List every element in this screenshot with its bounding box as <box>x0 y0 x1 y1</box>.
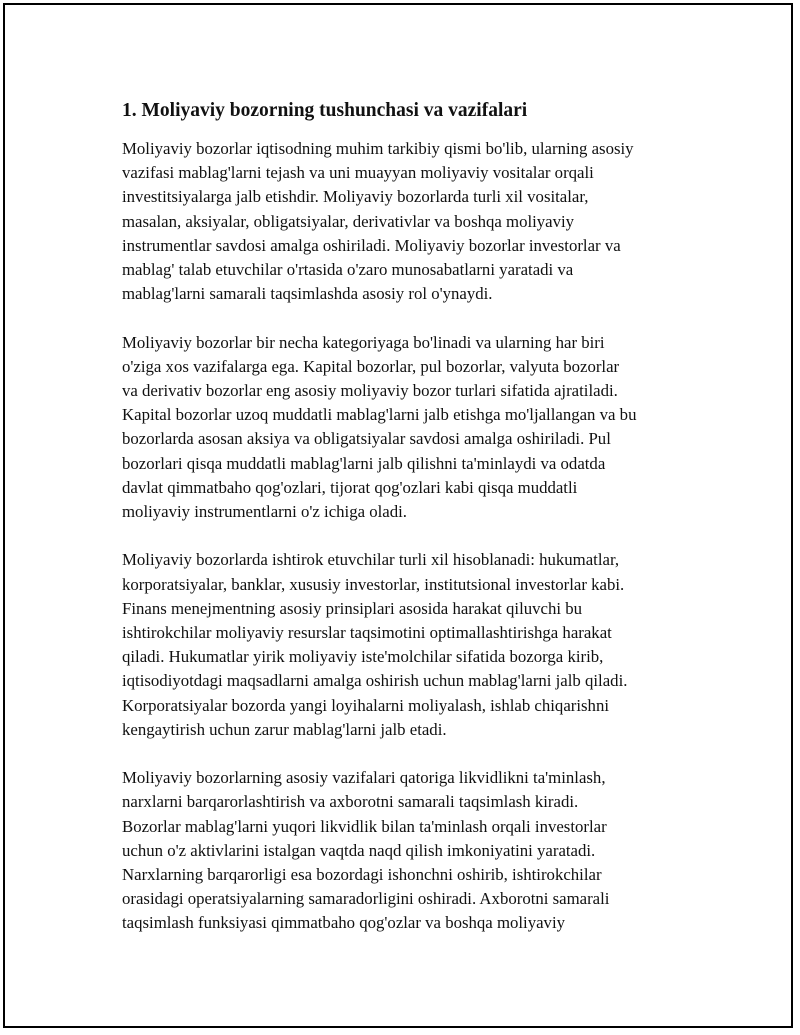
paragraph-line: masalan, aksiyalar, obligatsiyalar, derivativlar va boshqa moliyaviy <box>122 211 575 231</box>
paragraph-line: Bozorlar mablag'larni yuqori likvidlik bilan ta'minlash orqali investorlar <box>122 816 607 836</box>
section-heading: 1. Moliyaviy bozorning tushunchasi va vazifalari <box>122 100 528 121</box>
document-content <box>122 97 692 960</box>
paragraph-line: moliyaviy instrumentlarni o'z ichiga oladi. <box>122 502 407 522</box>
paragraph-line: Moliyaviy bozorlarning asosiy vazifalari qatoriga likvidlikni ta'minlash, <box>122 768 606 788</box>
paragraph-line: vazifasi mablag'larni tejash va uni muayyan moliyaviy vositalar orqali <box>122 163 594 183</box>
paragraph-line: orasidagi operatsiyalarning samaradorligini oshiradi. Axborotni samarali <box>122 889 610 909</box>
paragraph-line: uchun o'z aktivlarini istalgan vaqtda naqd qilish imkoniyatini yaratadi. <box>122 840 596 860</box>
paragraph-line: investitsiyalarga jalb etishdir. Moliyaviy bozorlarda turli xil vositalar, <box>122 187 589 207</box>
paragraph-line: Moliyaviy bozorlarda ishtirok etuvchilar turli xil hisoblanadi: hukumatlar, <box>122 550 620 570</box>
paragraph-line: o'ziga xos vazifalarga ega. Kapital bozorlar, pul bozorlar, valyuta bozorlar <box>122 356 620 376</box>
paragraph-line: Korporatsiyalar bozorda yangi loyihalarni moliyalash, ishlab chiqarishni <box>122 695 609 715</box>
paragraph-line: qiladi. Hukumatlar yirik moliyaviy iste'molchilar sifatida bozorga kirib, <box>122 647 604 667</box>
page-frame <box>3 3 793 1028</box>
paragraph-line: Kapital bozorlar uzoq muddatli mablag'larni jalb etishga mo'ljallangan va bu <box>122 405 637 425</box>
paragraph-line: instrumentlar savdosi amalga oshiriladi. Moliyaviy bozorlar investorlar va <box>122 235 621 255</box>
paragraph-line: taqsimlash funksiyasi qimmatbaho qog'ozlar va boshqa moliyaviy <box>122 913 565 933</box>
paragraph-line: iqtisodiyotdagi maqsadlarni amalga oshirish uchun mablag'larni jalb qiladi. <box>122 671 628 691</box>
paragraph-1 <box>122 137 692 306</box>
paragraph-line: davlat qimmatbaho qog'ozlari, tijorat qog'ozlari kabi qisqa muddatli <box>122 477 578 497</box>
paragraph-line: mablag' talab etuvchilar o'rtasida o'zaro munosabatlarni yaratadi va <box>122 260 574 280</box>
paragraph-line: kengaytirish uchun zarur mablag'larni jalb etadi. <box>122 719 447 739</box>
paragraph-line: Moliyaviy bozorlar iqtisodning muhim tarkibiy qismi bo'lib, ularning asosiy <box>122 139 634 158</box>
paragraph-line: korporatsiyalar, banklar, xususiy investorlar, institutsional investorlar kabi. <box>122 574 625 594</box>
paragraph-line: narxlarni barqarorlashtirish va axborotni samarali taqsimlash kiradi. <box>122 792 579 812</box>
paragraph-line: ishtirokchilar moliyaviy resurslar taqsimotini optimallashtirishga harakat <box>122 623 612 643</box>
paragraph-3 <box>122 548 692 742</box>
paragraph-line: bozorlarda asosan aksiya va obligatsiyalar savdosi amalga oshiriladi. Pul <box>122 429 611 449</box>
paragraph-4 <box>122 766 692 935</box>
paragraph-line: va derivativ bozorlar eng asosiy moliyaviy bozor turlari sifatida ajratiladi. <box>122 381 618 401</box>
paragraph-line: bozorlari qisqa muddatli mablag'larni jalb qilishni ta'minlaydi va odatda <box>122 453 606 473</box>
paragraph-2 <box>122 331 692 525</box>
paragraph-line: Narxlarning barqarorligi esa bozordagi ishonchni oshirib, ishtirokchilar <box>122 865 602 885</box>
paragraph-line: Finans menejmentning asosiy prinsiplari asosida harakat qiluvchi bu <box>122 598 583 618</box>
paragraph-line: Moliyaviy bozorlar bir necha kategoriyaga bo'linadi va ularning har biri <box>122 332 605 352</box>
paragraph-line: mablag'larni samarali taqsimlashda asosiy rol o'ynaydi. <box>122 284 493 304</box>
